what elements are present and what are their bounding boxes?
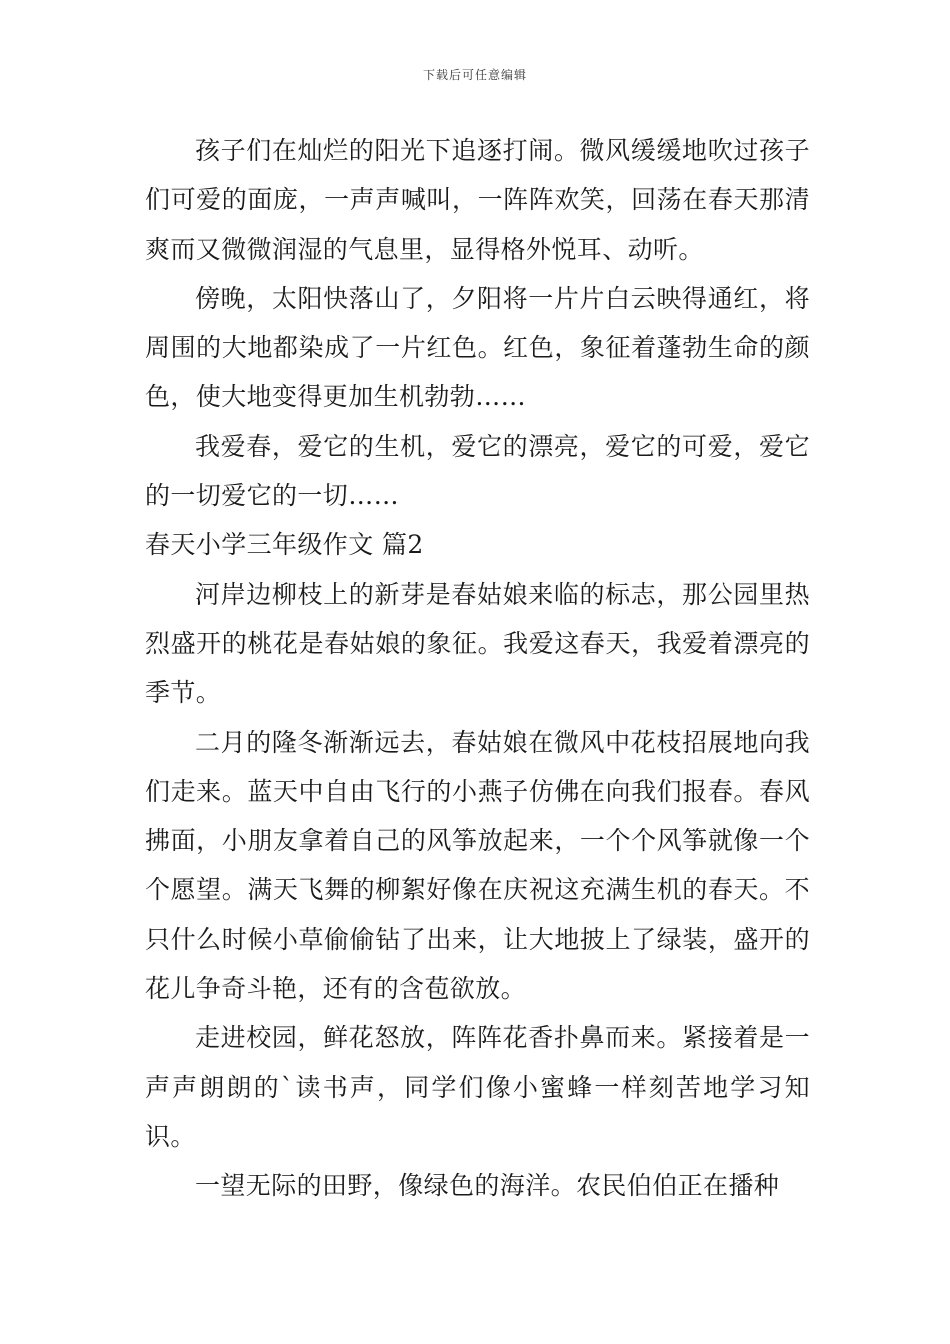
paragraph-children-playing: 孩子们在灿烂的阳光下追逐打闹。微风缓缓地吹过孩子们可爱的面庞，一声声喊叫，一阵阵欢笑，回荡在春天那清爽而又微微润湿的气息里，显得格外悦耳、动听。 bbox=[145, 136, 810, 264]
paragraph-evening-sunset: 傍晚，太阳快落山了，夕阳将一片片白云映得通红，将周围的大地都染成了一片红色。红色，象征着蓬勃生命的颜色，使大地变得更加生机勃勃…… bbox=[145, 283, 810, 412]
paragraph-willow-buds: 河岸边柳枝上的新芽是春姑娘来临的标志，那公园里热烈盛开的桃花是春姑娘的象征。我爱这春天，我爱着漂亮的季节。 bbox=[145, 579, 810, 708]
section-title: 春天小学三年级作文 篇2 bbox=[145, 530, 424, 560]
paragraph-february-spring: 二月的隆冬渐渐远去，春姑娘在微风中花枝招展地向我们走来。蓝天中自由飞行的小燕子仿佛在向我们报春。春风拂面，小朋友拿着自己的风筝放起来，一个个风筝就像一个个愿望。满天飞舞的柳絮好像在庆祝这充满生机的春天。不只什么时候小草偷偷钻了出来，让大地披上了绿装，盛开的花儿争奇斗艳，还有的含苞欲放。 bbox=[145, 727, 810, 1004]
paragraph-fields: 一望无际的田野，像绿色的海洋。农民伯伯正在播种 bbox=[195, 1171, 780, 1201]
paragraph-school-campus: 走进校园，鲜花怒放，阵阵花香扑鼻而来。紧接着是一声声朗朗的`读书声，同学们像小蜜蜂一样刻苦地学习知识。 bbox=[145, 1023, 810, 1151]
paragraph-love-spring: 我爱春，爱它的生机，爱它的漂亮，爱它的可爱，爱它的一切爱它的一切…… bbox=[145, 431, 810, 511]
page-header: 下载后可任意编辑 bbox=[422, 68, 527, 82]
document-body bbox=[145, 126, 810, 1211]
